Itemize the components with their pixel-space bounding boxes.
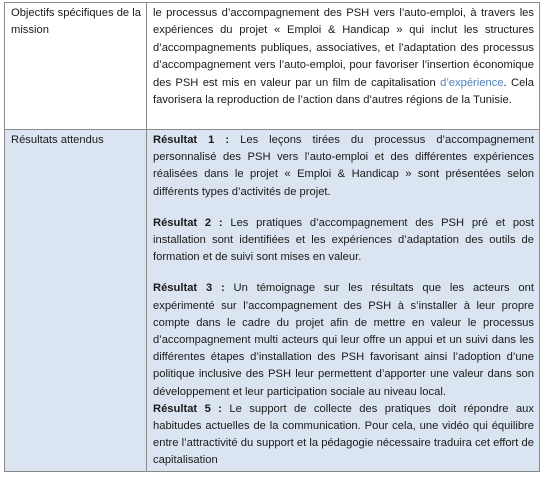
mission-table — [4, 2, 540, 472]
objectives-text-accent: d’expérience — [440, 76, 504, 89]
label-cell-objectives — [5, 3, 147, 130]
paragraph-spacer — [153, 266, 534, 280]
result-3-title: Résultat 3 : — [153, 282, 225, 295]
result-2-title: Résultat 2 : — [153, 216, 223, 229]
content-cell-results — [147, 130, 540, 472]
result-2-text: Les pratiques d’accompagnement des PSH pré et post installation sont identifiées et les expériences d’adaptation des outils de formation et de suivi sont mises en valeur. — [153, 216, 534, 264]
result-3-paragraph — [153, 280, 534, 400]
table-row-objectives — [5, 3, 540, 130]
result-1-paragraph — [153, 132, 534, 201]
result-2-paragraph — [153, 215, 534, 267]
content-cell-objectives — [147, 3, 540, 130]
result-3-text: Un témoignage sur les résultats que les acteurs ont expérimenté sur l’accompagnement des PSH à s’installer à leur propre compte dans le cadre du projet afin de mettre en valeur le processus d’accompagnement multi acteurs qui leur offre un appui et un suivi dans les différentes étapes d’installation des PSH favorisant ainsi l’adoption d’une politique inclusive des PSH leur permettent d’apporter une valeur dans son développement et leur participation sociale au niveau local. — [153, 282, 534, 398]
objectives-text-before: le processus d’accompagnement des PSH vers l’auto-emploi, à travers les expériences du projet « Emploi & Handicap » qui inclut les structures d’accompagnements publiques, associatives, et l’adaptation des processus d’accompagnement vers l’auto-emploi, pour favoriser l’insertion économique des PSH est mis en valeur par un film de capitalisation — [153, 7, 534, 89]
objectives-label: Objectifs spécifiques de la mission — [11, 7, 141, 37]
result-1-text: Les leçons tirées du processus d’accompagnement personnalisé des PSH vers l’auto-emploi et des différentes expériences réalisées dans le projet « Emploi & Handicap » sont présentées selon différents types d’activités de projet. — [153, 134, 534, 198]
table-row-results — [5, 130, 540, 472]
label-cell-results — [5, 130, 147, 472]
paragraph-spacer — [153, 201, 534, 215]
results-label: Résultats attendus — [11, 134, 104, 146]
result-1-title: Résultat 1 : — [153, 134, 230, 146]
result-5-text: Le support de collecte des pratiques doit répondre aux habitudes actuelles de la communication. Pour cela, une vidéo qui équilibre entre l’attractivité du support et la pédagogie nécessaire traduira cet effort de capitalisation — [153, 402, 534, 467]
objectives-text-after: . Cela favorisera la reproduction de l’action dans d’autres régions de la Tunisie. — [153, 76, 534, 107]
result-5-paragraph — [153, 401, 534, 470]
result-5-title: Résultat 5 : — [153, 402, 222, 415]
